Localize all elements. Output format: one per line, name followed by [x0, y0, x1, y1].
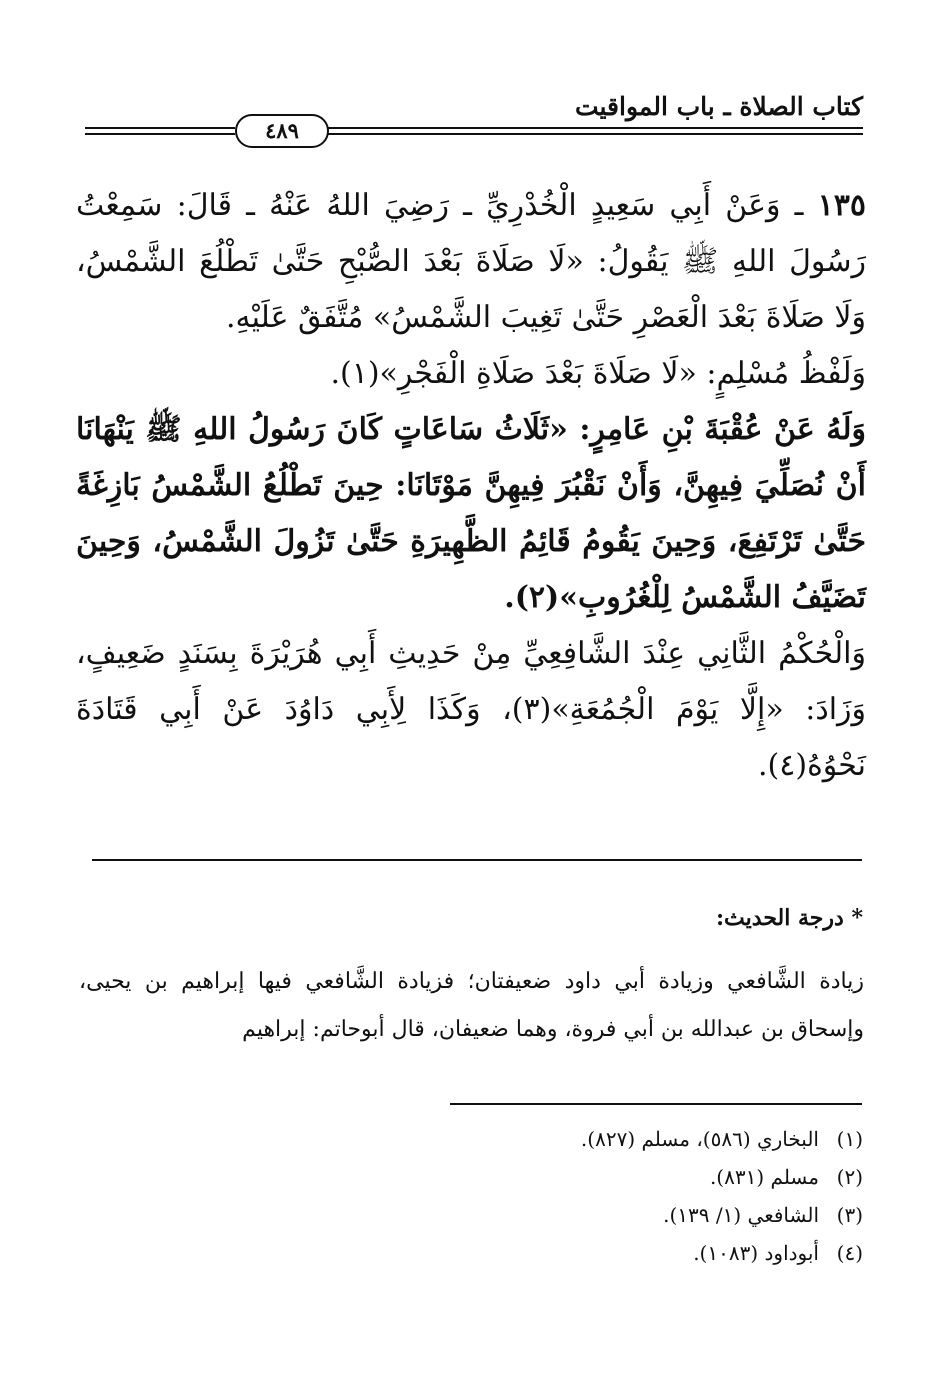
section-divider	[92, 859, 862, 861]
footnote-rule	[450, 1103, 862, 1105]
footnote-number: (٢)	[836, 1165, 863, 1189]
footnote-number: (٣)	[836, 1203, 863, 1227]
hadith-paragraph-3: وَلَهُ عَنْ عُقْبَةَ بْنِ عَامِرٍ: «ثَلَاثُ سَاعَاتٍ كَانَ رَسُولُ اللهِ ﷺ يَنْهَانَا أَنْ نُصَلِّيَ فِيهِنَّ، وَأَنْ نَقْبُرَ فِيهِنَّ مَوْتَانَا: حِينَ تَطْلُعُ الشَّمْسُ بَازِغَةً حَتَّىٰ تَرْتَفِعَ، وَحِينَ يَقُومُ قَائِمُ الظَّهِيرَةِ حَتَّىٰ تَزُولَ الشَّمْسُ، وَحِينَ تَضَيَّفُ الشَّمْسُ لِلْغُرُوبِ»(٢).	[76, 412, 866, 615]
hadith-paragraph-2: وَلَفْظُ مُسْلِمٍ: «لَا صَلَاةَ بَعْدَ صَلَاةِ الْفَجْرِ»(١).	[330, 356, 866, 391]
footnote-text: أبوداود (١٠٨٣).	[693, 1241, 819, 1265]
hadith-body	[76, 178, 866, 794]
footnote-item	[363, 1234, 863, 1272]
header-rule-left-bottom	[85, 133, 235, 135]
header-rule-right-top	[325, 127, 863, 129]
footnote-item	[363, 1158, 863, 1196]
header-rule-left-top	[85, 127, 235, 129]
footnotes	[363, 1120, 863, 1272]
grade-text: زيادة الشَّافعي وزيادة أبي داود ضعيفتان؛ فزيادة الشَّافعي فيها إبراهيم بن يحيى، وإسحاق بن عبدالله بن أبي فروة، وهما ضعيفان، قال أبوحاتم: إبراهيم	[79, 969, 864, 1042]
page-number: ٤٨٩	[235, 114, 329, 148]
footnote-item	[363, 1196, 863, 1234]
hadith-paragraph-4: وَالْحُكْمُ الثَّانِي عِنْدَ الشَّافِعِيِّ مِنْ حَدِيثِ أَبِي هُرَيْرَةَ بِسَنَدٍ ضَعِيفٍ، وَزَادَ: «إِلَّا يَوْمَ الْجُمُعَةِ»(٣)، وَكَذَا لِأَبِي دَاوُدَ عَنْ أَبِي قَتَادَةَ نَحْوُهُ(٤).	[76, 636, 867, 783]
footnote-text: مسلم (٨٣١).	[709, 1165, 819, 1189]
footnote-text: الشافعي (١/ ١٣٩).	[663, 1203, 819, 1227]
footnote-number: (٤)	[836, 1241, 863, 1265]
hadith-paragraph-1	[76, 178, 866, 346]
hadith-number: ١٣٥	[817, 188, 866, 223]
footnote-text: البخاري (٥٨٦)، مسلم (٨٢٧).	[580, 1127, 819, 1151]
header-rule	[85, 114, 863, 150]
running-header: كتاب الصلاة ـ باب المواقيت	[574, 92, 863, 121]
footnote-number: (١)	[836, 1127, 863, 1151]
hadith-text-1: ـ وَعَنْ أَبِي سَعِيدٍ الْخُدْرِيِّ ـ رَضِيَ اللهُ عَنْهُ ـ قَالَ: سَمِعْتُ رَسُولَ اللهِ ﷺ يَقُولُ: «لَا صَلَاةَ بَعْدَ الصُّبْحِ حَتَّىٰ تَطْلُعَ الشَّمْسُ، وَلَا صَلَاةَ بَعْدَ الْعَصْرِ حَتَّىٰ تَغِيبَ الشَّمْسُ» مُتَّفَقٌ عَلَيْهِ.	[76, 188, 866, 335]
grade-heading: * درجة الحديث:	[715, 905, 863, 931]
footnote-item	[363, 1120, 863, 1158]
header-rule-right-bottom	[325, 133, 863, 135]
